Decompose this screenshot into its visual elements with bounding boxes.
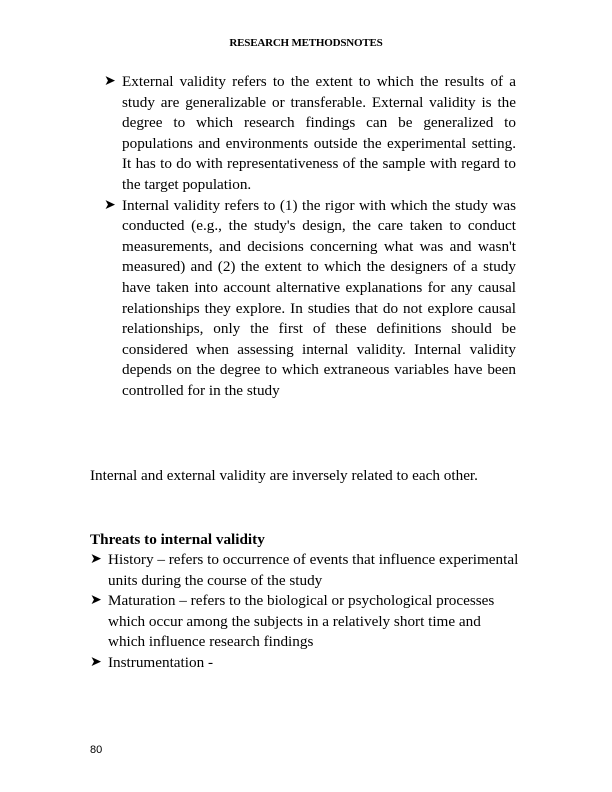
list-item <box>90 591 520 653</box>
arrow-bullet-icon: ➤ <box>90 552 102 567</box>
arrow-bullet-icon: ➤ <box>90 593 102 609</box>
arrow-bullet-icon: ➤ <box>90 654 102 670</box>
arrow-bullet-icon: ➤ <box>104 197 116 213</box>
list-item <box>104 72 516 196</box>
history-threat-text: History – refers to occurrence of events that influence experimental units during the course of the study <box>108 551 519 589</box>
section-heading: Threats to internal validity <box>90 531 265 548</box>
list-item <box>90 653 520 674</box>
external-validity-text: External validity refers to the extent to which the results of a study are generalizable or transferable. External validity is the degree to which research findings can be generalized to populations and environments outside the experimental setting. It has to do with representativeness of the sample with regard to the target population. <box>122 73 516 193</box>
list-item <box>104 196 516 402</box>
page-number: 80 <box>90 744 103 756</box>
maturation-threat-text: Maturation – refers to the biological or psychological processes which occur among the subjects in a relatively short time and which influence research findings <box>108 592 495 651</box>
validity-bullet-list <box>104 72 516 402</box>
internal-validity-text: Internal validity refers to (1) the rigor with which the study was conducted (e.g., the study's design, the care taken to conduct measurements, and decisions concerning what was and wasn't measured) and (2) the extent to which the designers of a study have taken into account alternative explanations for any causal relationships they explore. In studies that do not explore causal relationships, only the first of these definitions should be considered when assessing internal validity. Internal validity depends on the degree to which extraneous variables have been controlled for in the study <box>122 196 516 399</box>
arrow-bullet-icon: ➤ <box>104 74 116 89</box>
page-header: RESEARCH METHODSNOTES <box>229 37 383 49</box>
threats-bullet-list <box>90 550 520 674</box>
validity-relation-paragraph: Internal and external validity are inversely related to each other. <box>90 467 478 484</box>
list-item <box>90 550 520 591</box>
instrumentation-threat-text: Instrumentation - <box>108 653 214 671</box>
